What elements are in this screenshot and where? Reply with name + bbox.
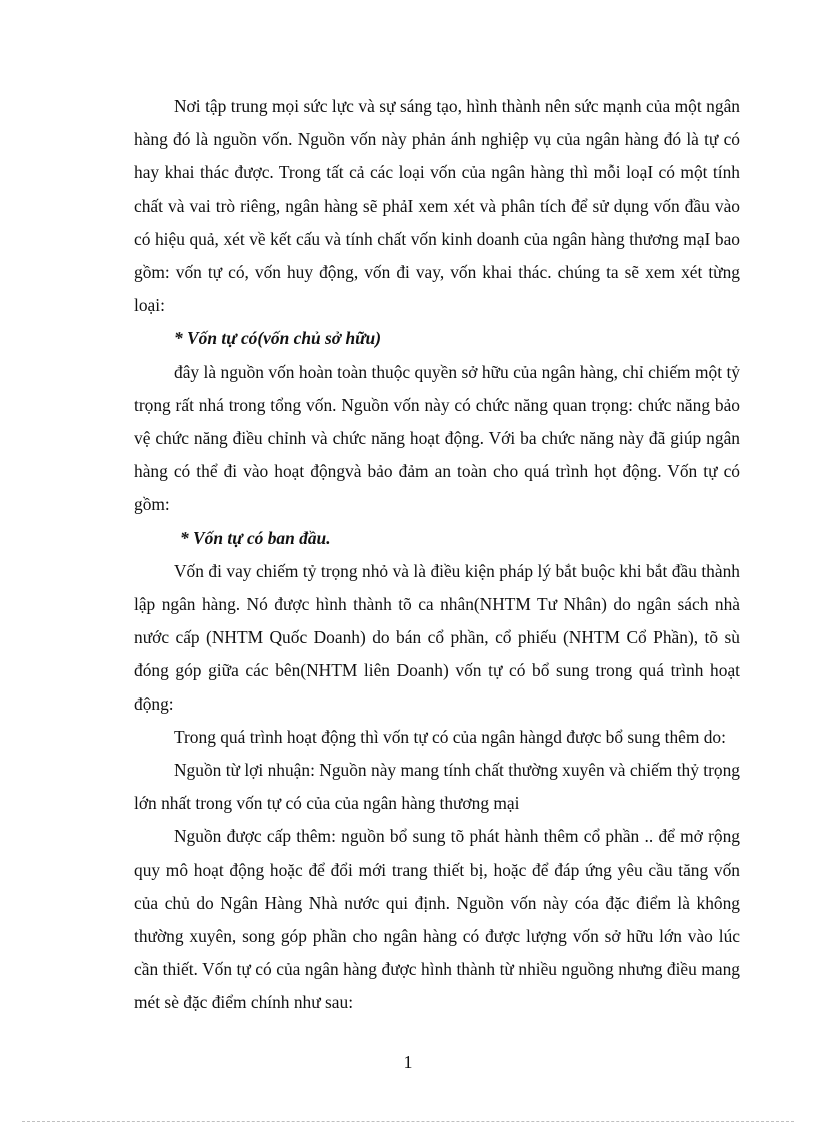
paragraph-supplement-intro: Trong quá trình hoạt động thì vốn tự có của ngân hàngd được bổ sung thêm do: (174, 726, 726, 747)
paragraph-profit-source: Nguồn từ lợi nhuận: Nguồn này mang tính chất thường xuyên và chiếm thỷ trọng lớn nhất trong vốn tự có của của ngân hàng thương mại (134, 760, 740, 814)
page-bottom-divider (22, 1121, 794, 1122)
page-number: 1 (403, 1052, 413, 1072)
heading-own-capital: * Vốn tự có(vốn chủ sở hữu) (174, 328, 382, 349)
paragraph-initial-capital: Vốn đi vay chiếm tỷ trọng nhỏ và là điều kiện pháp lý bắt buộc khi bắt đầu thành lập ngân hàng. Nó được hình thành tõ ca nhân(NHTM Tư Nhân) do ngân sách nhà nước cấp (NHTM Quốc Doanh) do bán cổ phần, cổ phiếu (NHTM Cổ Phần), tõ sù đóng góp giữa các bên(NHTM liên Doanh) vốn tự có bổ sung trong quá trình hoạt động: (134, 560, 740, 714)
paragraph-own-capital: đây là nguồn vốn hoàn toàn thuộc quyền sở hữu của ngân hàng, chỉ chiếm một tỷ trọng rất nhá trong tổng vốn. Nguồn vốn này có chức năng quan trọng: chức năng bảo vệ chức năng điều chỉnh và chức năng hoạt động. Với ba chức năng này đã giúp ngân hàng có thể đi vào hoạt độngvà bảo đảm an toàn cho quá trình họt động. Vốn tự có gồm: (134, 361, 740, 515)
paragraph-granted-source: Nguồn được cấp thêm: nguồn bổ sung tõ phát hành thêm cổ phần .. để mở rộng quy mô hoạt động hoặc để đổi mới trang thiết bị, hoặc để đáp ứng yêu cầu tăng vốn của chủ do Ngân Hàng Nhà nước qui định. Nguồn vốn này cóa đặc điểm là không thường xuyên, song góp phần cho ngân hàng có được lượng vốn sở hữu lớn vào lúc cần thiết. Vốn tự có của ngân hàng được hình thành từ nhiều nguồng nhưng điều mang mét sè đặc điểm chính như sau: (134, 826, 740, 1013)
heading-initial-capital: * Vốn tự có ban đầu. (180, 527, 331, 548)
paragraph-intro: Nơi tập trung mọi sức lực và sự sáng tạo, hình thành nên sức mạnh của một ngân hàng đó là nguồn vốn. Nguồn vốn này phản ánh nghiệp vụ của ngân hàng đó là tự có hay khai thác được. Trong tất cả các loại vốn của ngân hàng thì mỗi loạI có một tính chất và vai trò riêng, ngân hàng sẽ phảI xem xét và phân tích để sử dụng vốn đầu vào có hiệu quả, xét về kết cấu và tính chất vốn kinh doanh của ngân hàng thương mạI bao gồm: vốn tự có, vốn huy động, vốn đi vay, vốn khai thác. chúng ta sẽ xem xét từng loại: (134, 96, 740, 316)
document-body (134, 90, 740, 1020)
